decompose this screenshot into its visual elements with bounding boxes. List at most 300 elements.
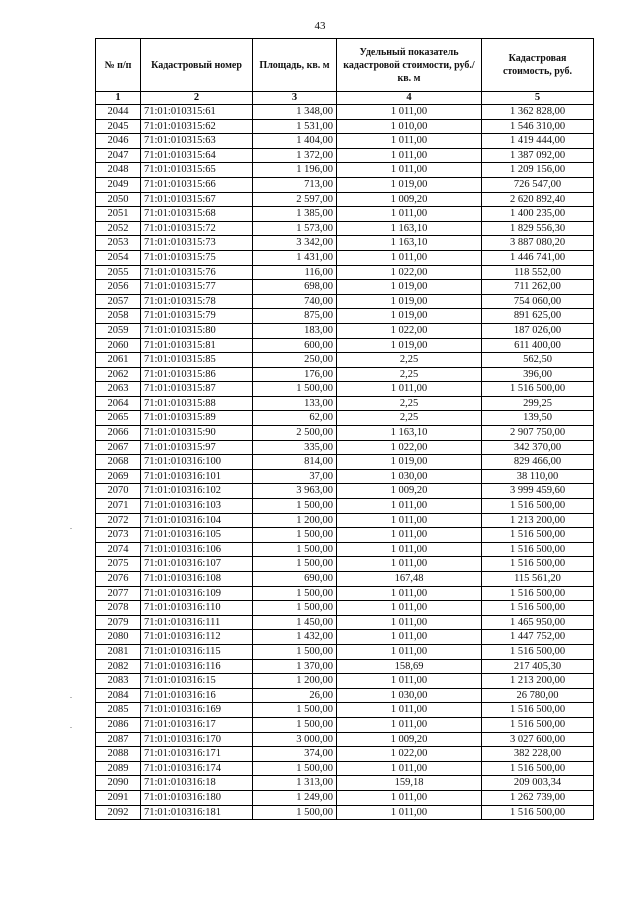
cell-area: 1 249,00 bbox=[253, 790, 337, 805]
cell-row-number: 2078 bbox=[96, 601, 141, 616]
cell-area: 1 404,00 bbox=[253, 134, 337, 149]
cell-cadastral-value: 1 516 500,00 bbox=[482, 382, 594, 397]
cell-row-number: 2080 bbox=[96, 630, 141, 645]
table-row bbox=[96, 105, 594, 120]
cell-row-number: 2065 bbox=[96, 411, 141, 426]
cell-specific-value: 1 011,00 bbox=[337, 805, 482, 820]
cell-area: 1 500,00 bbox=[253, 601, 337, 616]
column-number: 2 bbox=[141, 92, 253, 105]
cell-area: 2 500,00 bbox=[253, 426, 337, 441]
header-row bbox=[96, 39, 594, 92]
cell-specific-value: 1 009,20 bbox=[337, 732, 482, 747]
cell-cadastral-number: 71:01:010315:63 bbox=[141, 134, 253, 149]
cadastral-value-table bbox=[95, 38, 594, 820]
cell-cadastral-value: 611 400,00 bbox=[482, 338, 594, 353]
cell-cadastral-value: 1 516 500,00 bbox=[482, 586, 594, 601]
cell-area: 3 963,00 bbox=[253, 484, 337, 499]
cell-cadastral-number: 71:01:010315:81 bbox=[141, 338, 253, 353]
cell-cadastral-value: 1 516 500,00 bbox=[482, 499, 594, 514]
table-row bbox=[96, 674, 594, 689]
cell-row-number: 2064 bbox=[96, 396, 141, 411]
cell-row-number: 2058 bbox=[96, 309, 141, 324]
cell-specific-value: 2,25 bbox=[337, 367, 482, 382]
cell-cadastral-value: 1 516 500,00 bbox=[482, 601, 594, 616]
cell-cadastral-value: 1 419 444,00 bbox=[482, 134, 594, 149]
cell-area: 1 500,00 bbox=[253, 805, 337, 820]
column-number: 4 bbox=[337, 92, 482, 105]
cell-row-number: 2069 bbox=[96, 469, 141, 484]
table-row bbox=[96, 542, 594, 557]
cell-cadastral-number: 71:01:010316:109 bbox=[141, 586, 253, 601]
table-row bbox=[96, 163, 594, 178]
table-row bbox=[96, 732, 594, 747]
table-row bbox=[96, 411, 594, 426]
cell-row-number: 2086 bbox=[96, 717, 141, 732]
cell-cadastral-number: 71:01:010315:90 bbox=[141, 426, 253, 441]
cell-cadastral-value: 1 516 500,00 bbox=[482, 717, 594, 732]
cell-area: 1 500,00 bbox=[253, 717, 337, 732]
cell-specific-value: 159,18 bbox=[337, 776, 482, 791]
table-row bbox=[96, 528, 594, 543]
cell-row-number: 2049 bbox=[96, 177, 141, 192]
cell-specific-value: 1 011,00 bbox=[337, 499, 482, 514]
cell-row-number: 2047 bbox=[96, 148, 141, 163]
cell-area: 1 500,00 bbox=[253, 528, 337, 543]
cell-specific-value: 1 009,20 bbox=[337, 484, 482, 499]
cell-cadastral-value: 1 829 556,30 bbox=[482, 221, 594, 236]
table-row bbox=[96, 776, 594, 791]
cell-cadastral-value: 2 620 892,40 bbox=[482, 192, 594, 207]
table-row bbox=[96, 221, 594, 236]
cell-cadastral-number: 71:01:010315:78 bbox=[141, 294, 253, 309]
cell-cadastral-value: 1 516 500,00 bbox=[482, 542, 594, 557]
cell-specific-value: 1 163,10 bbox=[337, 426, 482, 441]
cell-cadastral-value: 829 466,00 bbox=[482, 455, 594, 470]
column-number: 3 bbox=[253, 92, 337, 105]
cell-specific-value: 1 163,10 bbox=[337, 236, 482, 251]
cell-area: 1 500,00 bbox=[253, 542, 337, 557]
cell-cadastral-value: 1 516 500,00 bbox=[482, 644, 594, 659]
scan-speck bbox=[70, 697, 72, 698]
table-row bbox=[96, 353, 594, 368]
cell-row-number: 2066 bbox=[96, 426, 141, 441]
cell-area: 176,00 bbox=[253, 367, 337, 382]
scan-speck bbox=[70, 727, 72, 728]
cell-specific-value: 1 011,00 bbox=[337, 644, 482, 659]
cell-row-number: 2071 bbox=[96, 499, 141, 514]
cell-row-number: 2076 bbox=[96, 572, 141, 587]
column-number: 1 bbox=[96, 92, 141, 105]
table-row bbox=[96, 367, 594, 382]
cell-specific-value: 1 011,00 bbox=[337, 105, 482, 120]
cell-area: 133,00 bbox=[253, 396, 337, 411]
cell-cadastral-number: 71:01:010316:112 bbox=[141, 630, 253, 645]
cell-area: 335,00 bbox=[253, 440, 337, 455]
table-row bbox=[96, 250, 594, 265]
cell-specific-value: 2,25 bbox=[337, 396, 482, 411]
cell-cadastral-value: 1 516 500,00 bbox=[482, 557, 594, 572]
cell-cadastral-value: 891 625,00 bbox=[482, 309, 594, 324]
cell-specific-value: 1 030,00 bbox=[337, 469, 482, 484]
cell-specific-value: 1 022,00 bbox=[337, 747, 482, 762]
cell-row-number: 2060 bbox=[96, 338, 141, 353]
cell-cadastral-number: 71:01:010315:68 bbox=[141, 207, 253, 222]
cell-area: 1 531,00 bbox=[253, 119, 337, 134]
cell-cadastral-value: 1 447 752,00 bbox=[482, 630, 594, 645]
cell-specific-value: 1 011,00 bbox=[337, 703, 482, 718]
table-row bbox=[96, 309, 594, 324]
scan-speck bbox=[70, 528, 72, 529]
table-row bbox=[96, 323, 594, 338]
table-row bbox=[96, 586, 594, 601]
table-row bbox=[96, 790, 594, 805]
header-specific-value: Удельный показатель кадастровой стоимости, руб./кв. м bbox=[337, 39, 482, 92]
cell-area: 374,00 bbox=[253, 747, 337, 762]
cell-specific-value: 1 019,00 bbox=[337, 294, 482, 309]
cell-row-number: 2050 bbox=[96, 192, 141, 207]
cell-cadastral-number: 71:01:010316:103 bbox=[141, 499, 253, 514]
cell-cadastral-value: 26 780,00 bbox=[482, 688, 594, 703]
cell-area: 1 500,00 bbox=[253, 703, 337, 718]
cell-area: 37,00 bbox=[253, 469, 337, 484]
table-row bbox=[96, 703, 594, 718]
page-number: 43 bbox=[314, 20, 326, 32]
cell-row-number: 2048 bbox=[96, 163, 141, 178]
cell-specific-value: 1 011,00 bbox=[337, 148, 482, 163]
cell-cadastral-number: 71:01:010315:85 bbox=[141, 353, 253, 368]
table-row bbox=[96, 572, 594, 587]
cell-area: 814,00 bbox=[253, 455, 337, 470]
table-row bbox=[96, 396, 594, 411]
cell-specific-value: 1 011,00 bbox=[337, 717, 482, 732]
cell-row-number: 2089 bbox=[96, 761, 141, 776]
cell-cadastral-value: 139,50 bbox=[482, 411, 594, 426]
cell-area: 690,00 bbox=[253, 572, 337, 587]
cell-cadastral-number: 71:01:010315:62 bbox=[141, 119, 253, 134]
cell-cadastral-number: 71:01:010315:72 bbox=[141, 221, 253, 236]
cell-area: 1 432,00 bbox=[253, 630, 337, 645]
cell-row-number: 2045 bbox=[96, 119, 141, 134]
cell-cadastral-number: 71:01:010316:180 bbox=[141, 790, 253, 805]
cell-cadastral-number: 71:01:010316:18 bbox=[141, 776, 253, 791]
cell-cadastral-value: 396,00 bbox=[482, 367, 594, 382]
cell-cadastral-number: 71:01:010316:115 bbox=[141, 644, 253, 659]
cell-cadastral-number: 71:01:010316:102 bbox=[141, 484, 253, 499]
table-row bbox=[96, 717, 594, 732]
cell-specific-value: 1 011,00 bbox=[337, 250, 482, 265]
cell-row-number: 2061 bbox=[96, 353, 141, 368]
cell-cadastral-value: 1 516 500,00 bbox=[482, 761, 594, 776]
cell-cadastral-value: 217 405,30 bbox=[482, 659, 594, 674]
cell-row-number: 2072 bbox=[96, 513, 141, 528]
cell-specific-value: 158,69 bbox=[337, 659, 482, 674]
table-row bbox=[96, 440, 594, 455]
cell-row-number: 2073 bbox=[96, 528, 141, 543]
cell-row-number: 2084 bbox=[96, 688, 141, 703]
header-row-number: № п/п bbox=[96, 39, 141, 92]
cell-specific-value: 1 011,00 bbox=[337, 761, 482, 776]
cell-cadastral-number: 71:01:010315:88 bbox=[141, 396, 253, 411]
cell-cadastral-number: 71:01:010316:101 bbox=[141, 469, 253, 484]
cell-specific-value: 1 011,00 bbox=[337, 513, 482, 528]
cell-cadastral-value: 1 516 500,00 bbox=[482, 805, 594, 820]
cell-area: 183,00 bbox=[253, 323, 337, 338]
table-row bbox=[96, 557, 594, 572]
cell-cadastral-value: 187 026,00 bbox=[482, 323, 594, 338]
cell-row-number: 2087 bbox=[96, 732, 141, 747]
cell-cadastral-number: 71:01:010316:104 bbox=[141, 513, 253, 528]
cell-specific-value: 1 010,00 bbox=[337, 119, 482, 134]
cell-cadastral-number: 71:01:010316:111 bbox=[141, 615, 253, 630]
cell-area: 740,00 bbox=[253, 294, 337, 309]
cell-area: 1 385,00 bbox=[253, 207, 337, 222]
cell-cadastral-number: 71:01:010315:86 bbox=[141, 367, 253, 382]
cell-specific-value: 1 011,00 bbox=[337, 615, 482, 630]
cell-cadastral-number: 71:01:010316:16 bbox=[141, 688, 253, 703]
cell-cadastral-number: 71:01:010316:108 bbox=[141, 572, 253, 587]
cell-specific-value: 1 022,00 bbox=[337, 265, 482, 280]
cell-area: 1 500,00 bbox=[253, 557, 337, 572]
cell-cadastral-number: 71:01:010315:66 bbox=[141, 177, 253, 192]
cell-cadastral-number: 71:01:010316:171 bbox=[141, 747, 253, 762]
cell-row-number: 2044 bbox=[96, 105, 141, 120]
table-body bbox=[96, 105, 594, 820]
cell-specific-value: 1 011,00 bbox=[337, 790, 482, 805]
header-area: Площадь, кв. м bbox=[253, 39, 337, 92]
cell-specific-value: 1 011,00 bbox=[337, 630, 482, 645]
cell-cadastral-number: 71:01:010316:169 bbox=[141, 703, 253, 718]
cell-area: 875,00 bbox=[253, 309, 337, 324]
cell-row-number: 2063 bbox=[96, 382, 141, 397]
cell-area: 1 348,00 bbox=[253, 105, 337, 120]
cell-area: 26,00 bbox=[253, 688, 337, 703]
cell-area: 698,00 bbox=[253, 280, 337, 295]
cell-specific-value: 1 011,00 bbox=[337, 674, 482, 689]
table-row bbox=[96, 265, 594, 280]
cell-row-number: 2088 bbox=[96, 747, 141, 762]
cell-cadastral-number: 71:01:010315:77 bbox=[141, 280, 253, 295]
cell-specific-value: 1 011,00 bbox=[337, 601, 482, 616]
cell-specific-value: 1 011,00 bbox=[337, 163, 482, 178]
cell-cadastral-number: 71:01:010316:105 bbox=[141, 528, 253, 543]
cell-area: 1 450,00 bbox=[253, 615, 337, 630]
cell-cadastral-value: 562,50 bbox=[482, 353, 594, 368]
cell-row-number: 2079 bbox=[96, 615, 141, 630]
cell-specific-value: 1 019,00 bbox=[337, 309, 482, 324]
cell-area: 2 597,00 bbox=[253, 192, 337, 207]
cell-cadastral-number: 71:01:010316:116 bbox=[141, 659, 253, 674]
table-row bbox=[96, 134, 594, 149]
cell-area: 1 500,00 bbox=[253, 499, 337, 514]
cell-specific-value: 1 011,00 bbox=[337, 586, 482, 601]
cell-specific-value: 1 022,00 bbox=[337, 440, 482, 455]
cell-area: 62,00 bbox=[253, 411, 337, 426]
cell-cadastral-value: 1 465 950,00 bbox=[482, 615, 594, 630]
cell-area: 1 313,00 bbox=[253, 776, 337, 791]
cell-area: 1 370,00 bbox=[253, 659, 337, 674]
cell-row-number: 2057 bbox=[96, 294, 141, 309]
cell-row-number: 2085 bbox=[96, 703, 141, 718]
cell-area: 3 000,00 bbox=[253, 732, 337, 747]
cell-specific-value: 1 009,20 bbox=[337, 192, 482, 207]
cell-cadastral-value: 1 209 156,00 bbox=[482, 163, 594, 178]
table-row bbox=[96, 382, 594, 397]
cell-cadastral-value: 1 400 235,00 bbox=[482, 207, 594, 222]
cell-cadastral-value: 209 003,34 bbox=[482, 776, 594, 791]
cell-cadastral-number: 71:01:010315:65 bbox=[141, 163, 253, 178]
table-row bbox=[96, 747, 594, 762]
table-row bbox=[96, 119, 594, 134]
cell-row-number: 2046 bbox=[96, 134, 141, 149]
column-number: 5 bbox=[482, 92, 594, 105]
cell-cadastral-value: 1 446 741,00 bbox=[482, 250, 594, 265]
cell-cadastral-value: 342 370,00 bbox=[482, 440, 594, 455]
table-row bbox=[96, 484, 594, 499]
cell-cadastral-number: 71:01:010316:174 bbox=[141, 761, 253, 776]
cell-cadastral-number: 71:01:010315:89 bbox=[141, 411, 253, 426]
cell-cadastral-value: 3 999 459,60 bbox=[482, 484, 594, 499]
table-row bbox=[96, 688, 594, 703]
table-row bbox=[96, 513, 594, 528]
cell-cadastral-number: 71:01:010315:76 bbox=[141, 265, 253, 280]
cell-cadastral-number: 71:01:010316:17 bbox=[141, 717, 253, 732]
table-row bbox=[96, 426, 594, 441]
cell-area: 713,00 bbox=[253, 177, 337, 192]
cell-specific-value: 1 011,00 bbox=[337, 382, 482, 397]
cell-specific-value: 1 019,00 bbox=[337, 177, 482, 192]
cell-area: 1 200,00 bbox=[253, 674, 337, 689]
cell-cadastral-value: 1 213 200,00 bbox=[482, 674, 594, 689]
cell-cadastral-value: 1 516 500,00 bbox=[482, 528, 594, 543]
cell-specific-value: 2,25 bbox=[337, 353, 482, 368]
cell-specific-value: 1 022,00 bbox=[337, 323, 482, 338]
cell-specific-value: 1 019,00 bbox=[337, 338, 482, 353]
cell-area: 116,00 bbox=[253, 265, 337, 280]
cell-cadastral-number: 71:01:010316:181 bbox=[141, 805, 253, 820]
cell-area: 600,00 bbox=[253, 338, 337, 353]
cell-row-number: 2090 bbox=[96, 776, 141, 791]
cell-cadastral-number: 71:01:010315:73 bbox=[141, 236, 253, 251]
cell-row-number: 2075 bbox=[96, 557, 141, 572]
cell-cadastral-value: 1 213 200,00 bbox=[482, 513, 594, 528]
cell-cadastral-value: 1 546 310,00 bbox=[482, 119, 594, 134]
cell-cadastral-number: 71:01:010315:75 bbox=[141, 250, 253, 265]
cell-cadastral-number: 71:01:010315:97 bbox=[141, 440, 253, 455]
cell-cadastral-value: 115 561,20 bbox=[482, 572, 594, 587]
cell-specific-value: 1 011,00 bbox=[337, 528, 482, 543]
cell-row-number: 2091 bbox=[96, 790, 141, 805]
cell-row-number: 2054 bbox=[96, 250, 141, 265]
column-number-row bbox=[96, 92, 594, 105]
table-row bbox=[96, 192, 594, 207]
cell-area: 1 573,00 bbox=[253, 221, 337, 236]
cell-specific-value: 167,48 bbox=[337, 572, 482, 587]
table-row bbox=[96, 455, 594, 470]
table-row bbox=[96, 615, 594, 630]
cell-cadastral-number: 71:01:010315:64 bbox=[141, 148, 253, 163]
table-row bbox=[96, 148, 594, 163]
cell-cadastral-value: 382 228,00 bbox=[482, 747, 594, 762]
cell-row-number: 2053 bbox=[96, 236, 141, 251]
table-row bbox=[96, 338, 594, 353]
cell-area: 1 196,00 bbox=[253, 163, 337, 178]
table-row bbox=[96, 659, 594, 674]
cell-specific-value: 2,25 bbox=[337, 411, 482, 426]
header-cadastral-value: Кадастровая стоимость, руб. bbox=[482, 39, 594, 92]
cell-row-number: 2081 bbox=[96, 644, 141, 659]
table-row bbox=[96, 469, 594, 484]
cell-area: 250,00 bbox=[253, 353, 337, 368]
cell-cadastral-value: 754 060,00 bbox=[482, 294, 594, 309]
cell-row-number: 2051 bbox=[96, 207, 141, 222]
table-row bbox=[96, 499, 594, 514]
table-row bbox=[96, 644, 594, 659]
cell-area: 3 342,00 bbox=[253, 236, 337, 251]
cell-row-number: 2056 bbox=[96, 280, 141, 295]
cell-specific-value: 1 011,00 bbox=[337, 207, 482, 222]
cell-cadastral-number: 71:01:010316:15 bbox=[141, 674, 253, 689]
cell-cadastral-number: 71:01:010316:106 bbox=[141, 542, 253, 557]
cell-cadastral-number: 71:01:010316:110 bbox=[141, 601, 253, 616]
cell-cadastral-number: 71:01:010315:87 bbox=[141, 382, 253, 397]
cell-cadastral-number: 71:01:010316:100 bbox=[141, 455, 253, 470]
table-row bbox=[96, 236, 594, 251]
cell-cadastral-number: 71:01:010316:170 bbox=[141, 732, 253, 747]
cell-specific-value: 1 011,00 bbox=[337, 542, 482, 557]
cell-row-number: 2082 bbox=[96, 659, 141, 674]
cell-area: 1 500,00 bbox=[253, 586, 337, 601]
cell-specific-value: 1 011,00 bbox=[337, 557, 482, 572]
cell-area: 1 500,00 bbox=[253, 382, 337, 397]
cell-cadastral-number: 71:01:010315:79 bbox=[141, 309, 253, 324]
cell-cadastral-value: 726 547,00 bbox=[482, 177, 594, 192]
table-row bbox=[96, 177, 594, 192]
cell-cadastral-value: 1 362 828,00 bbox=[482, 105, 594, 120]
table-row bbox=[96, 805, 594, 820]
cell-area: 1 431,00 bbox=[253, 250, 337, 265]
cell-specific-value: 1 011,00 bbox=[337, 134, 482, 149]
cell-row-number: 2052 bbox=[96, 221, 141, 236]
cell-row-number: 2068 bbox=[96, 455, 141, 470]
cell-cadastral-value: 3 887 080,20 bbox=[482, 236, 594, 251]
cell-cadastral-value: 38 110,00 bbox=[482, 469, 594, 484]
table-header bbox=[96, 39, 594, 105]
cell-specific-value: 1 163,10 bbox=[337, 221, 482, 236]
cell-area: 1 500,00 bbox=[253, 644, 337, 659]
table-row bbox=[96, 630, 594, 645]
table-row bbox=[96, 207, 594, 222]
cell-row-number: 2083 bbox=[96, 674, 141, 689]
cell-cadastral-number: 71:01:010315:67 bbox=[141, 192, 253, 207]
cell-specific-value: 1 019,00 bbox=[337, 455, 482, 470]
cell-row-number: 2062 bbox=[96, 367, 141, 382]
cell-cadastral-value: 2 907 750,00 bbox=[482, 426, 594, 441]
cell-cadastral-value: 711 262,00 bbox=[482, 280, 594, 295]
header-cadastral-number: Кадастровый номер bbox=[141, 39, 253, 92]
cell-row-number: 2077 bbox=[96, 586, 141, 601]
cell-area: 1 500,00 bbox=[253, 761, 337, 776]
cell-area: 1 372,00 bbox=[253, 148, 337, 163]
cell-row-number: 2059 bbox=[96, 323, 141, 338]
cell-area: 1 200,00 bbox=[253, 513, 337, 528]
cell-cadastral-value: 118 552,00 bbox=[482, 265, 594, 280]
cell-cadastral-value: 299,25 bbox=[482, 396, 594, 411]
cell-row-number: 2067 bbox=[96, 440, 141, 455]
cell-cadastral-value: 1 516 500,00 bbox=[482, 703, 594, 718]
cell-cadastral-number: 71:01:010316:107 bbox=[141, 557, 253, 572]
table-row bbox=[96, 601, 594, 616]
cell-specific-value: 1 019,00 bbox=[337, 280, 482, 295]
